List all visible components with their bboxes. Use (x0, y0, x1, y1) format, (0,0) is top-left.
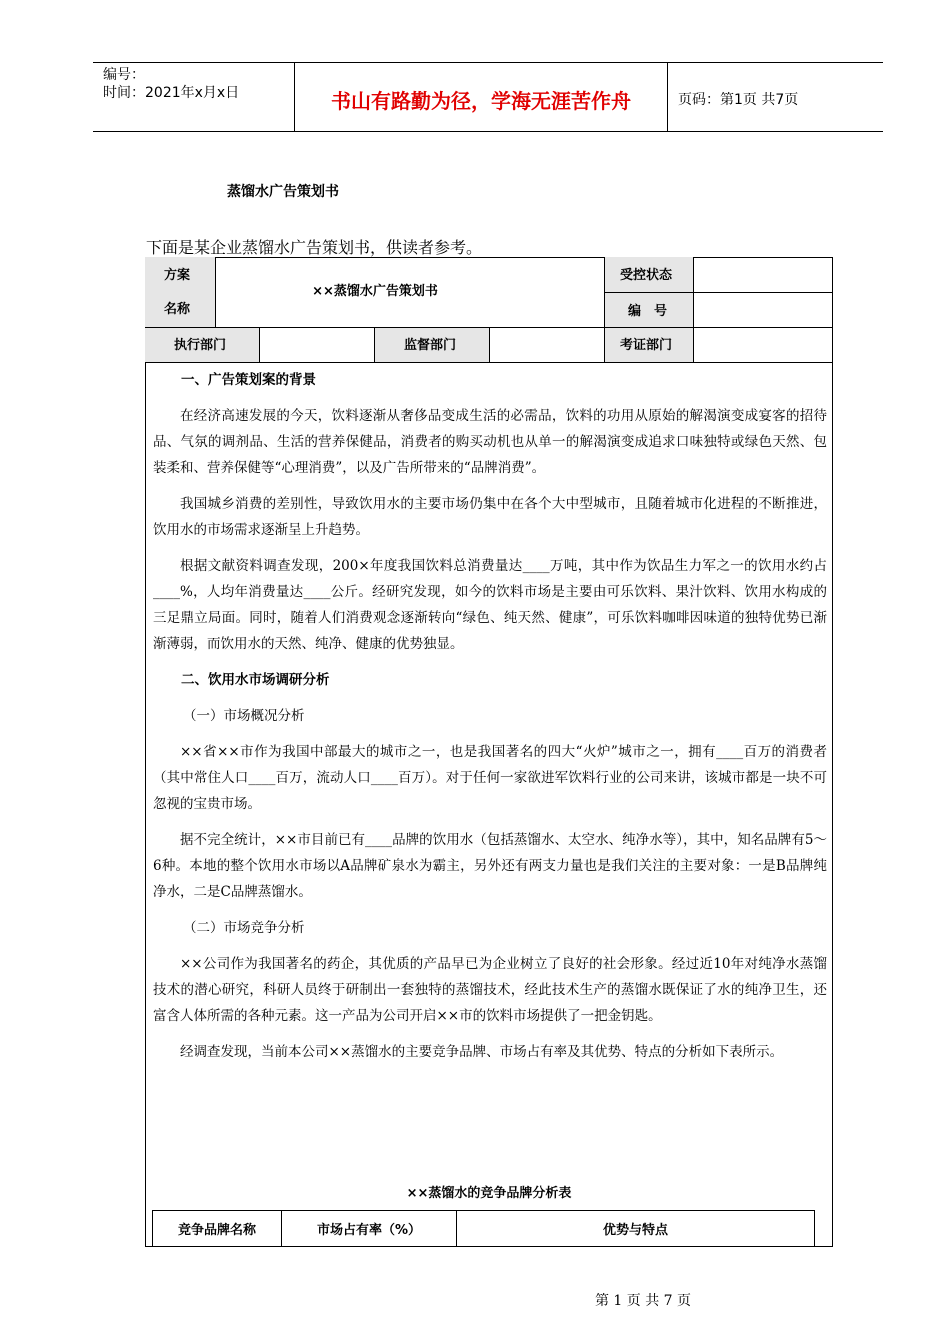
supervise-dept-label: 监督部门 (404, 338, 457, 353)
paragraph: ××省××市作为我国中部最大的城市之一，也是我国著名的四大“火炉”城市之一，拥有____百万的消费者（其中常住人口____百万，流动人口____百万）。对于任何一家欲进军饮料行业的公司来讲，该城市都是一块不可忽视的宝贵市场。 (153, 744, 827, 812)
page-footer: 第 1 页 共 7 页 (594, 1293, 692, 1309)
paragraph: ××公司作为我国著名的药企，其优质的产品早已为企业树立了良好的社会形象。经过近10年对纯净水蒸馏技术的潜心研究，科研人员终于研制出一套独特的蒸馏技术，经此技术生产的蒸馏水既保证了水的纯净卫生，还富含人体所需的各种元素。这一产品为公司开启××市的饮料市场提供了一把金钥匙。 (153, 956, 827, 1024)
number-label: 编 号 (628, 304, 668, 319)
section-heading: 二、饮用水市场调研分析 (181, 672, 330, 688)
plan-name: ××蒸馏水广告策划书 (312, 284, 438, 299)
header-meta (103, 66, 239, 102)
plan-label-1: 方案 (164, 268, 191, 283)
table-header-cell: 市场占有率（%） (282, 1211, 457, 1247)
verify-dept-value-cell[interactable] (694, 328, 833, 363)
header-page-label: 页码：第1页 共7页 (678, 92, 799, 108)
document-body (153, 367, 827, 1075)
table-header-cell: 竞争品牌名称 (153, 1211, 282, 1247)
paragraph: 在经济高速发展的今天，饮料逐渐从奢侈品变成生活的必需品，饮料的功用从原始的解渴演变成宴客的招待品、气氛的调剂品、生活的营养保健品，消费者的购买动机也从单一的解渴演变成追求口味独特或绿色天然、包装柔和、营养保健等“心理消费”，以及广告所带来的“品牌消费”。 (153, 408, 827, 476)
serial-label: 编号： (103, 67, 145, 83)
header-divider (667, 63, 668, 131)
supervise-dept-value-cell[interactable] (490, 328, 605, 363)
status-label: 受控状态 (620, 268, 673, 283)
subsection-heading: （一）市场概况分析 (183, 708, 305, 724)
paragraph: 经调查发现，当前本公司××蒸馏水的主要竞争品牌、市场占有率及其优势、特点的分析如下表所示。 (180, 1044, 784, 1060)
header-motto: 书山有路勤为径，学海无涯苦作舟 (331, 89, 631, 113)
exec-dept-label: 执行部门 (174, 338, 227, 353)
number-value-cell[interactable] (694, 293, 833, 328)
paragraph: 根据文献资料调查发现，200×年度我国饮料总消费量达____万吨，其中作为饮品生力军之一的饮用水约占____%，人均年消费量达____公斤。经研究发现，如今的饮料市场是主要由可乐饮料、果汁饮料、饮用水构成的三足鼎立局面。同时，随着人们消费观念逐渐转向“绿色、纯天然、健康”，可乐饮料咖啡因味道的独特优势已渐渐薄弱，而饮用水的天然、纯净、健康的优势独显。 (153, 558, 827, 652)
verify-dept-label: 考证部门 (620, 338, 673, 353)
exec-dept-value-cell[interactable] (260, 328, 375, 363)
competitor-table (152, 1210, 815, 1246)
status-value-cell[interactable] (694, 257, 833, 293)
table-header-cell: 优势与特点 (457, 1211, 815, 1247)
section-heading: 一、广告策划案的背景 (181, 372, 316, 388)
document-intro: 下面是某企业蒸馏水广告策划书，供读者参考。 (146, 238, 483, 257)
page-header (93, 62, 883, 132)
plan-label-2: 名称 (164, 302, 191, 317)
paragraph: 我国城乡消费的差别性，导致饮用水的主要市场仍集中在各个大中型城市，且随着城市化进程的不断推进，饮用水的市场需求逐渐呈上升趋势。 (153, 496, 827, 538)
document-title: 蒸馏水广告策划书 (227, 184, 339, 200)
time-label: 时间：2021年x月x日 (103, 85, 240, 101)
paragraph: 据不完全统计，××市目前已有____品牌的饮用水（包括蒸馏水、太空水、纯净水等），其中，知名品牌有5～6种。本地的整个饮用水市场以A品牌矿泉水为霸主，另外还有两支力量也是我们关注的主要对象：一是B品牌纯净水，二是C品牌蒸馏水。 (153, 832, 827, 900)
comp-table-caption: ××蒸馏水的竞争品牌分析表 (406, 1186, 572, 1201)
subsection-heading: （二）市场竞争分析 (183, 920, 305, 936)
